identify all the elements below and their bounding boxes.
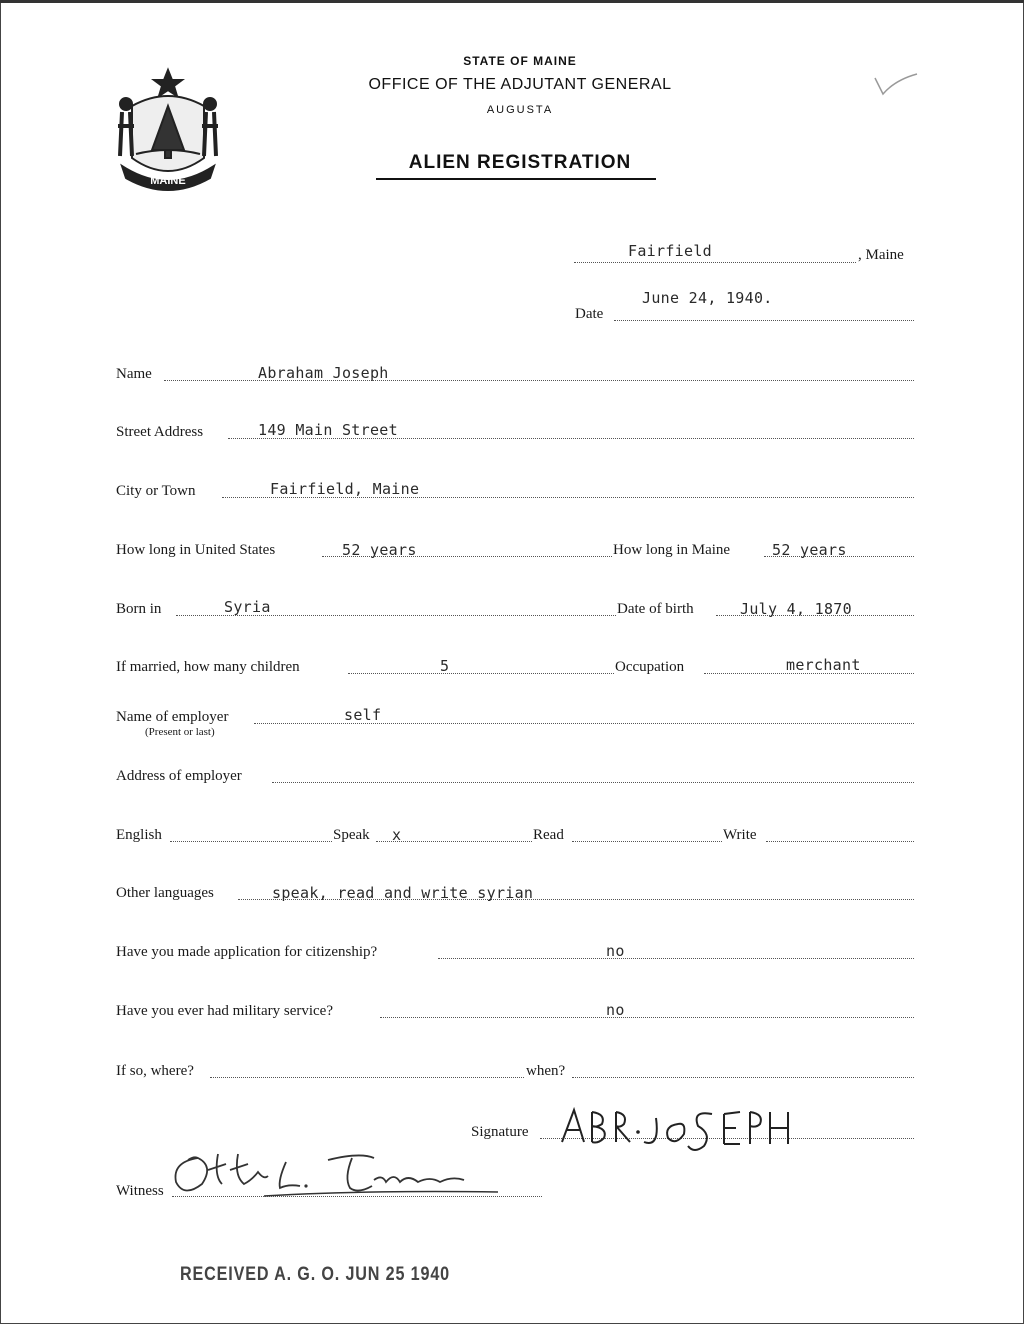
children-label: If married, how many children bbox=[116, 659, 300, 675]
where-line bbox=[210, 1077, 524, 1078]
maine-years-value: 52 years bbox=[772, 541, 847, 559]
speak-label: Speak bbox=[333, 827, 370, 843]
city-label: City or Town bbox=[116, 483, 196, 499]
military-value: no bbox=[606, 1001, 625, 1019]
english-line bbox=[170, 841, 332, 842]
when-line bbox=[572, 1077, 914, 1078]
dob-value: July 4, 1870 bbox=[740, 600, 852, 618]
dob-label: Date of birth bbox=[617, 601, 694, 617]
top-edge bbox=[0, 0, 1024, 3]
employer-address-label: Address of employer bbox=[116, 768, 242, 784]
born-in-value: Syria bbox=[224, 598, 271, 616]
signature-handwriting bbox=[556, 1102, 816, 1158]
date-label: Date bbox=[575, 306, 604, 322]
witness-label: Witness bbox=[116, 1183, 164, 1199]
form-title: ALIEN REGISTRATION bbox=[408, 152, 632, 173]
city-heading: AUGUSTA bbox=[486, 104, 554, 116]
town-value: Fairfield bbox=[628, 242, 712, 260]
date-line bbox=[614, 320, 914, 321]
street-value: 149 Main Street bbox=[258, 421, 398, 439]
if-so-where-label: If so, where? bbox=[116, 1063, 194, 1079]
children-line bbox=[348, 673, 614, 674]
witness-handwriting bbox=[168, 1140, 508, 1204]
occupation-value: merchant bbox=[786, 656, 861, 674]
english-label: English bbox=[116, 827, 162, 843]
other-languages-value: speak, read and write syrian bbox=[272, 884, 534, 902]
city-value: Fairfield, Maine bbox=[270, 480, 420, 498]
children-value: 5 bbox=[440, 657, 450, 675]
read-label: Read bbox=[533, 827, 564, 843]
seal-banner-text: MAINE bbox=[150, 175, 186, 187]
us-years-value: 52 years bbox=[342, 541, 417, 559]
other-languages-label: Other languages bbox=[116, 885, 214, 901]
town-line bbox=[574, 262, 856, 263]
us-years-label: How long in United States bbox=[116, 542, 276, 558]
write-label: Write bbox=[723, 827, 757, 843]
state-heading: STATE OF MAINE bbox=[463, 54, 577, 68]
citizenship-value: no bbox=[606, 942, 625, 960]
born-in-label: Born in bbox=[116, 601, 162, 617]
date-value: June 24, 1940. bbox=[642, 289, 773, 307]
received-stamp: RECEIVED A. G. O. JUN 25 1940 bbox=[180, 1264, 450, 1285]
occupation-label: Occupation bbox=[615, 659, 685, 675]
when-label: when? bbox=[526, 1063, 566, 1079]
employer-label: Name of employer bbox=[116, 709, 229, 725]
write-line bbox=[766, 841, 914, 842]
signature-label: Signature bbox=[471, 1124, 529, 1140]
citizenship-line bbox=[438, 958, 914, 959]
maine-label: , Maine bbox=[858, 247, 904, 263]
check-mark-icon bbox=[873, 72, 919, 98]
employer-address-line bbox=[272, 782, 914, 783]
military-line bbox=[380, 1017, 914, 1018]
read-line bbox=[572, 841, 722, 842]
speak-value: x bbox=[392, 826, 402, 844]
maine-years-label: How long in Maine bbox=[613, 542, 731, 558]
title-underline bbox=[376, 178, 656, 180]
military-label: Have you ever had military service? bbox=[116, 1003, 333, 1019]
citizenship-label: Have you made application for citizenship? bbox=[116, 944, 378, 960]
office-heading: OFFICE OF THE ADJUTANT GENERAL bbox=[368, 76, 672, 93]
employer-sublabel: (Present or last) bbox=[145, 726, 215, 738]
employer-value: self bbox=[344, 706, 382, 724]
name-value: Abraham Joseph bbox=[258, 364, 389, 382]
street-label: Street Address bbox=[116, 424, 204, 440]
name-label: Name bbox=[116, 366, 152, 382]
